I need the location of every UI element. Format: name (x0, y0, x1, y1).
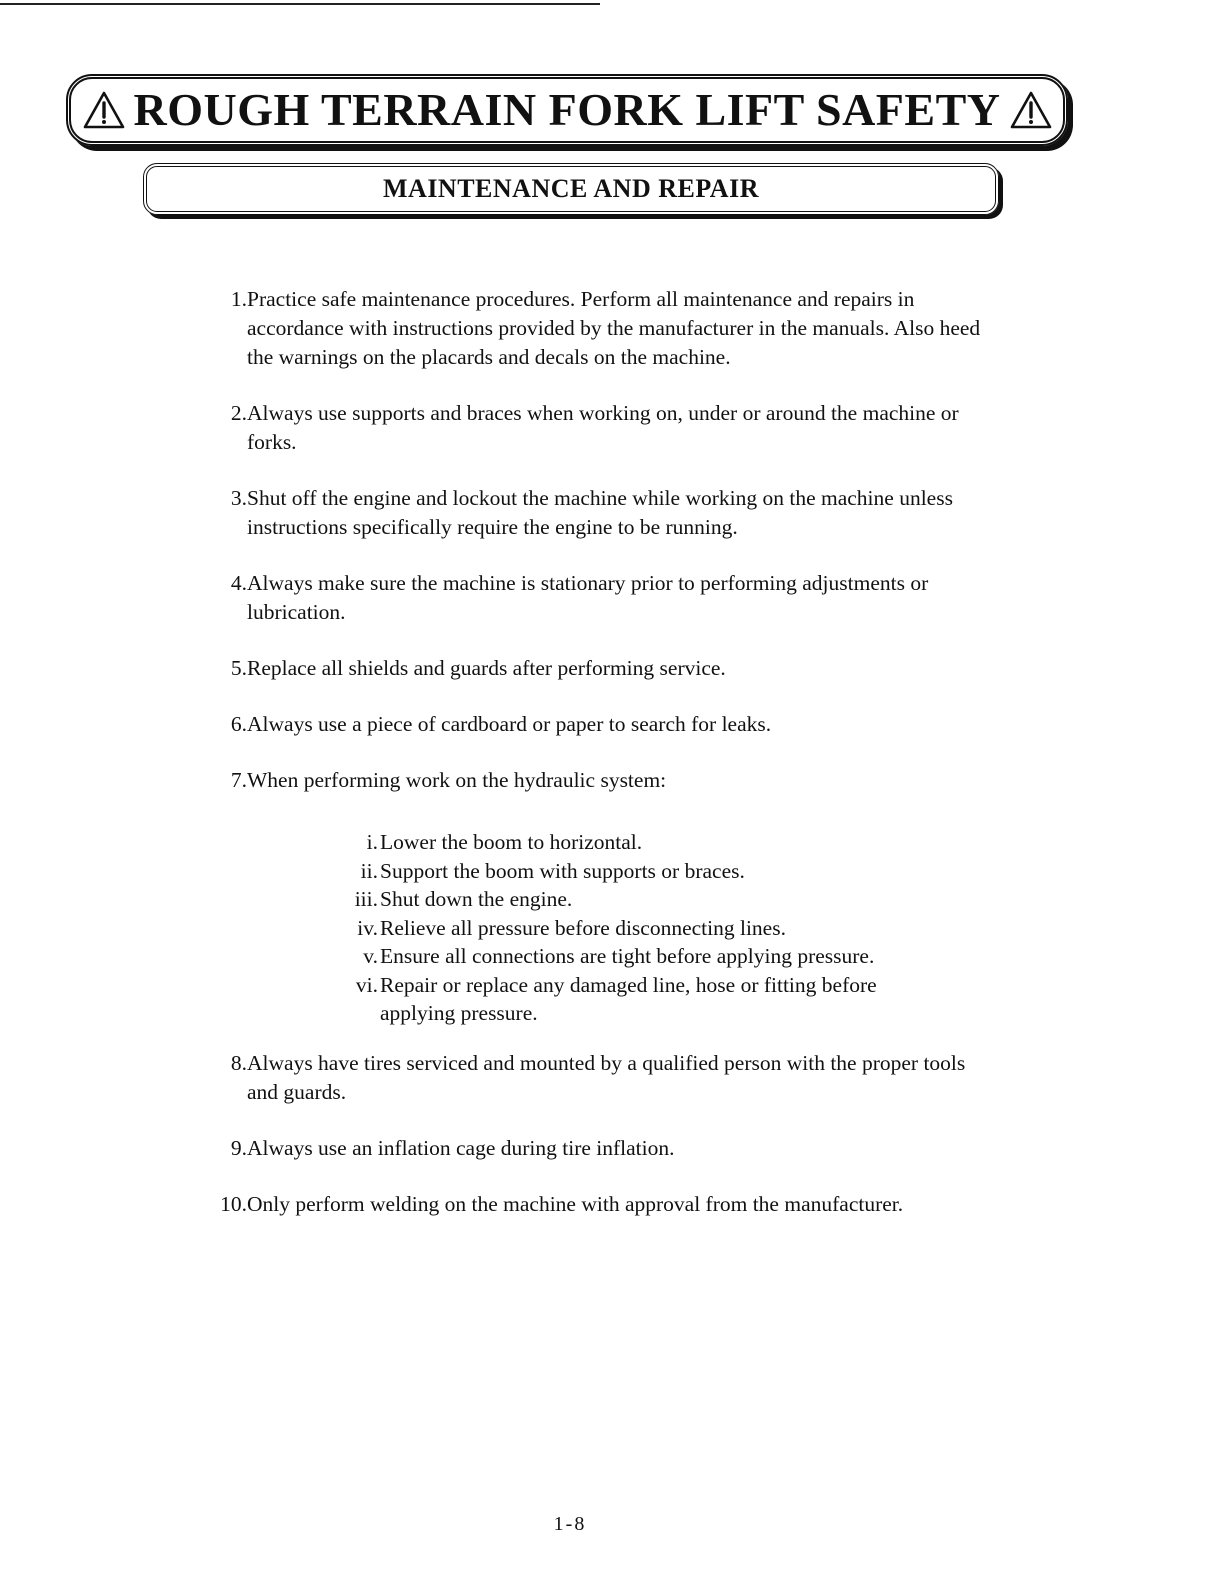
item-text: When performing work on the hydraulic system: (247, 768, 667, 792)
sub-item-number: vi. (355, 972, 378, 997)
item-text: Shut off the engine and lockout the machine while working on the machine unless instructions specifically require the engine to be running. (247, 486, 953, 539)
item-number: 6. (230, 712, 247, 736)
item-number: 10. (220, 1192, 247, 1216)
item-number: 5. (230, 656, 247, 680)
item-text: Replace all shields and guards after performing service. (247, 656, 726, 680)
item-text: Always use a piece of cardboard or paper to search for leaks. (247, 712, 772, 736)
sub-item-text: Ensure all connections are tight before applying pressure. (380, 944, 875, 968)
sub-list-item (330, 971, 950, 1028)
sub-item-number: iv. (357, 915, 378, 940)
item-number: 7. (230, 768, 247, 792)
section-title: MAINTENANCE AND REPAIR (383, 174, 759, 203)
list-item (200, 710, 990, 739)
sub-item-number: iii. (354, 887, 378, 911)
sub-item-text: Repair or replace any damaged line, hose or fitting before applying pressure. (380, 972, 877, 1025)
warning-triangle-icon (1009, 90, 1053, 130)
list-item (200, 1190, 990, 1219)
list-item (200, 654, 990, 683)
hydraulic-sublist (330, 828, 950, 1028)
item-number: 1. (230, 287, 247, 311)
item-text: Always use an inflation cage during tire inflation. (247, 1136, 675, 1160)
sub-list-item (330, 885, 950, 914)
item-text: Always use supports and braces when working on, under or around the machine or forks. (247, 401, 959, 454)
top-rule (0, 3, 600, 5)
sub-item-number: v. (363, 944, 378, 968)
sub-list-item (330, 914, 950, 943)
sub-list-item (330, 942, 950, 971)
item-number: 9. (230, 1136, 247, 1160)
section-banner (143, 163, 999, 215)
document-title: ROUGH TERRAIN FORK LIFT SAFETY (133, 84, 1001, 135)
item-number: 8. (230, 1051, 247, 1075)
list-item (200, 1049, 990, 1107)
item-text: Always make sure the machine is stationary prior to performing adjustments or lubrication. (247, 571, 929, 624)
list-item (200, 484, 990, 542)
maintenance-list (200, 285, 990, 1219)
item-number: 4. (230, 571, 247, 595)
sub-item-text: Support the boom with supports or braces. (380, 858, 745, 883)
title-banner (66, 74, 1068, 146)
sub-item-number: i. (366, 830, 378, 854)
list-item (200, 1134, 990, 1163)
sub-item-number: ii. (360, 858, 378, 883)
warning-triangle-icon (82, 90, 126, 130)
list-item (200, 399, 990, 457)
sub-list-item (330, 828, 950, 857)
item-number: 2. (230, 401, 247, 425)
sub-item-text: Relieve all pressure before disconnecting lines. (380, 915, 786, 940)
item-text: Practice safe maintenance procedures. Perform all maintenance and repairs in accordance with instructions provided by the manufacturer in the manuals. Also heed the warnings on the placards and decals on the machine. (247, 287, 981, 369)
sub-item-text: Lower the boom to horizontal. (380, 830, 643, 854)
item-number: 3. (230, 486, 247, 510)
list-item (200, 766, 990, 795)
page-number: 1-8 (553, 1513, 587, 1535)
sub-list-item (330, 857, 950, 886)
sub-item-text: Shut down the engine. (380, 887, 573, 911)
list-item (200, 285, 990, 372)
item-text: Only perform welding on the machine with approval from the manufacturer. (247, 1192, 904, 1216)
item-text: Always have tires serviced and mounted by a qualified person with the proper tools and guards. (247, 1051, 966, 1104)
list-item (200, 569, 990, 627)
